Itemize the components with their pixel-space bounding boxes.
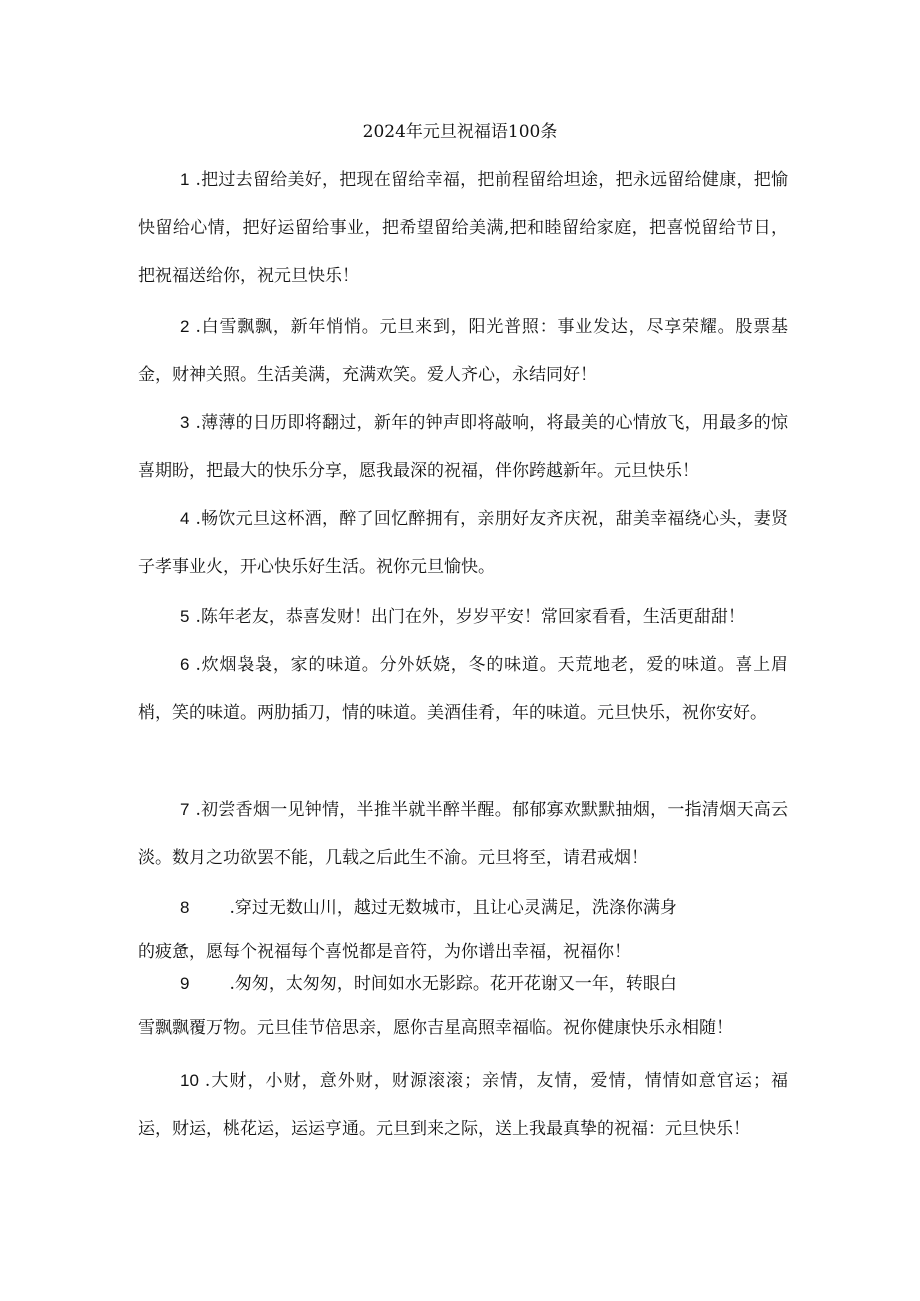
item-line [138,962,788,1006]
item-line [138,886,788,930]
list-item [138,962,788,1050]
item-number: 9 [180,974,190,993]
list-item [138,786,788,882]
list-item [138,156,788,300]
list-item [138,593,788,641]
item-text: .穿过无数山川，越过无数城市，且让心灵满足，洗涤你满身 [229,898,677,918]
item-number: 3 [180,413,190,432]
item-number: 1 [180,170,190,189]
item-number: 2 [180,317,190,336]
list-item [138,303,788,399]
list-item [138,1057,788,1153]
item-text: .白雪飘飘，新年悄悄。元旦来到，阳光普照：事业发达，尽享荣耀。股票基金，财神关照。生活美满，充满欢笑。爱人齐心，永结同好！ [138,317,788,385]
item-number: 5 [180,607,190,626]
item-text: .畅饮元旦这杯酒，醉了回忆醉拥有，亲朋好友齐庆祝，甜美幸福绕心头，妻贤子孝事业火，开心快乐好生活。祝你元旦愉快。 [138,509,788,577]
item-text: .初尝香烟一见钟情，半推半就半醉半醒。郁郁寡欢默默抽烟，一指清烟天高云淡。数月之功欲罢不能，几载之后此生不渝。元旦将至，请君戒烟！ [138,800,788,868]
item-number: 8 [180,898,190,917]
item-text: .炊烟袅袅，家的味道。分外妖娆，冬的味道。天荒地老，爱的味道。喜上眉梢，笑的味道。两肋插刀，情的味道。美酒佳肴，年的味道。元旦快乐，祝你安好。 [138,655,788,723]
page-title: 2024年元旦祝福语100条 [362,122,558,142]
item-text: .大财，小财，意外财，财源滚滚；亲情，友情，爱情，情情如意官运；福运，财运，桃花运，运运亨通。元旦到来之际，送上我最真挚的祝福：元旦快乐！ [138,1071,788,1139]
item-number: 6 [180,655,190,674]
list-item [138,886,788,974]
item-number: 10 [180,1071,199,1090]
item-text: .匆匆，太匆匆，时间如水无影踪。花开花谢又一年，转眼白 [229,974,677,994]
list-item [138,399,788,495]
item-number: 7 [180,800,190,819]
item-text: .陈年老友，恭喜发财！出门在外，岁岁平安！常回家看看，生活更甜甜！ [195,607,745,627]
item-line: 的疲惫，愿每个祝福每个喜悦都是音符，为你谱出幸福，祝福你！ [138,942,631,962]
item-text: .薄薄的日历即将翻过，新年的钟声即将敲响，将最美的心情放飞，用最多的惊喜期盼，把最大的快乐分享，愿我最深的祝福，伴你跨越新年。元旦快乐！ [138,413,788,481]
item-text: .把过去留给美好，把现在留给幸福，把前程留给坦途，把永远留给健康，把愉快留给心情，把好运留给事业，把希望留给美满,把和睦留给家庭，把喜悦留给节日，把祝福送给你，祝元旦快乐！ [138,170,788,286]
list-item [138,495,788,591]
item-line: 雪飘飘覆万物。元旦佳节倍思亲，愿你吉星高照幸福临。祝你健康快乐永相随！ [138,1018,733,1038]
list-item [138,641,788,737]
item-number: 4 [180,509,190,528]
